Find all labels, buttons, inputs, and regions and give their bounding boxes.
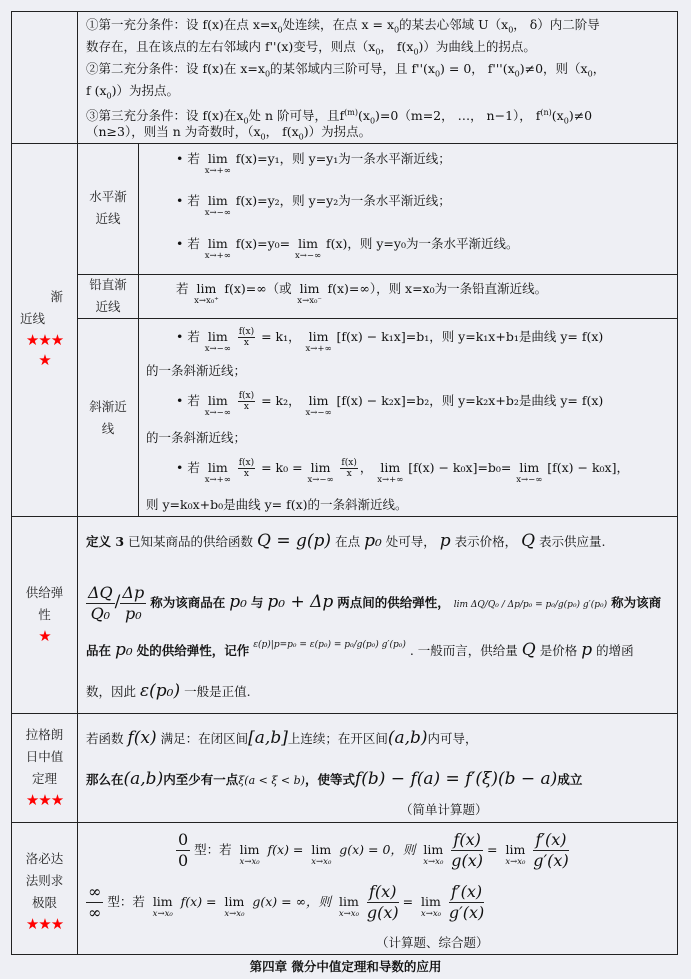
oblique-asymptote-item-2-tail: 的一条斜渐近线； [146, 430, 247, 445]
supply-definition-line4: 数，因此 ε(p₀) 一般是正值. [86, 681, 251, 701]
oblique-asymptote-label: 斜渐近 线 [89, 399, 127, 436]
oblique-asymptote-item-1: • 若 lim x→−∞ $\frac{f(x)}{x}$ = k₁， lim x→+∞ [f(x) − k₁x]=b₁，则 y=k₁x+b₁是曲线 y= f(x) [176, 327, 604, 354]
oblique-asymptote-item-2: • 若 lim x→−∞ $\frac{f(x)}{x}$ = k₂， lim x→−∞ [f(x) − k₂x]=b₂，则 y=k₂x+b₂是曲线 y= f(x) [176, 391, 604, 418]
horizontal-asymptote-item-1: • 若 lim x→+∞ f(x)=y₁，则 y=y₁为一条水平渐近线； [176, 151, 451, 176]
importance-stars: ★★★ [25, 331, 64, 349]
importance-stars: ★★★ [25, 915, 64, 933]
inflection-cond2-line2: f $(x_0)$）为拐点。 [86, 83, 180, 101]
table-left-border [11, 11, 12, 955]
row-divider-horizontal-vertical [77, 274, 678, 275]
horizontal-asymptote-item-2: • 若 lim x→−∞ f(x)=y₂，则 y=y₂为一条水平渐近线； [176, 193, 451, 218]
supply-definition-line3: 品在 p₀ 处的供给弹性，记作 $^{\varepsilon(p)|p=p_0 = \varepsilon(p_0) = p_0/g(p_0) g'(p_0)}$ . 一般而言，供给量 Q 是价格 p 的增函 [86, 640, 634, 660]
table-top-border [11, 11, 678, 12]
inflection-cond1-line2: 数存在，且在该点的左右邻域内 f''(x)变号，则点（$x_0$， $f(x_0)$）为曲线上的拐点。 [86, 39, 536, 57]
inflection-cond2-line1: ②第二充分条件：设 f(x)在 $x=x_0$的某邻域内三阶可导，且 $f''(x_0) = 0$， $f'''(x_0)\ne 0$，则（$x_0$， [86, 61, 606, 79]
lagrange-label: 拉格朗 日中值 定理 ★★★ [12, 724, 77, 810]
subcolumn-divider [138, 143, 139, 517]
asymptote-label-a: 渐 [50, 289, 63, 304]
horizontal-asymptote-label: 水平渐 近线 [89, 189, 127, 226]
lhopital-label: 洛必达 法则求 极限 ★★★ [12, 848, 77, 934]
oblique-asymptote-item-3-tail: 则 y=k₀x+b₀是曲线 y= f(x)的一条斜渐近线。 [146, 497, 408, 512]
importance-stars: ★★★ [25, 791, 64, 809]
row-divider-3 [11, 713, 678, 714]
lhopital-case-zero-over-zero: $\frac{0}{0}$ 型：若 lim x→x₀ f(x) = lim x→x₀ g(x) = 0，则 lim x→x₀ $\frac{f(x)}{g(x)} = \lim$ x→x₀ $\frac{f'(x)}{g'(x)}$ [178, 830, 569, 870]
vertical-asymptote-text: 若 lim x→x₀⁺ f(x)=∞（或 lim x→x₀⁻ f(x)=∞），则 x=x₀为一条铅直渐近线。 [176, 281, 548, 306]
supply-elasticity-label: 供给弹 性 ★ [12, 582, 77, 646]
supply-definition-line1: 定义 3 已知某商品的供给函数 Q = g(p) 在点 p₀ 处可导， p 表示价格， Q 表示供应量. [86, 531, 606, 551]
table-bottom-border [11, 954, 678, 955]
importance-stars-extra: ★ [38, 351, 51, 369]
lagrange-note: （简单计算题） [400, 802, 488, 817]
lhopital-note: （计算题、综合题） [376, 935, 489, 950]
table-right-border [677, 11, 678, 955]
asymptote-label-b: 近线 [20, 311, 46, 326]
importance-stars: ★ [38, 627, 51, 645]
asymptote-label [12, 286, 77, 370]
oblique-asymptote-item-3: • 若 lim x→+∞ $\frac{f(x)}{x}$ = k₀ = lim x→−∞ $\frac{f(x)}{x}$ ， lim x→+∞ [f(x) − k₀x]=b₀= lim x→−∞ [f(x) − k₀x]， [176, 458, 629, 485]
supply-definition-line2: $\frac{\Delta Q}{\text{Q₀}}/$ $\frac{\Delta p}{\text{p₀}}$ 称为该商品在 p₀ 与 p₀ + Δp 两点间的供给弹性， lim ΔQ/Q₀ / Δp/p₀ = p₀/g(p₀) g′(p₀) 称为该商 [88, 583, 662, 623]
inflection-cond3-line2: （n≥3），则当 n 为奇数时，（$x_0$， $f(x_0)$）为拐点。 [86, 124, 372, 142]
row-divider-vertical-oblique [77, 318, 678, 319]
lhopital-case-inf-over-inf: $\frac{\infty}{\infty}$ 型：若 lim x→x₀ f(x) = lim x→x₀ g(x) = ∞，则 lim x→x₀ $\frac{f(x)}{g(x)} = \lim$ x→x₀ $\frac{f'(x)}{g'(x)}$ [88, 882, 485, 922]
inflection-cond1-line1: ①第一充分条件：设 f(x)在点 $x=x_0$处连续，在点 $x = x_0$的某去心邻域 $U(x_0$， δ）内二阶导 [86, 17, 600, 35]
inflection-cond3-line1: ③第三充分条件：设 f(x)在$x_0$处 n 阶可导，且$f^{(m)}(x_0)=0(m=2$， …， n−1）， $f^{(n)}(x_0)\ne 0$ [86, 108, 593, 126]
horizontal-asymptote-item-3: • 若 lim x→+∞ f(x)=y₀= lim x→−∞ f(x)，则 y=y₀为一条水平渐近线。 [176, 236, 519, 261]
lagrange-line1: 若函数 f(x) 满足：在闭区间[a,b]上连续；在开区间(a,b)内可导， [86, 728, 478, 748]
vertical-asymptote-label: 铅直渐 近线 [89, 277, 127, 314]
lagrange-line2: 那么在(a,b)内至少有一点ξ(a < ξ < b)，使等式f(b) − f(a) = f′(ξ)(b − a)成立 [86, 769, 583, 789]
column-divider [77, 11, 78, 955]
oblique-asymptote-item-1-tail: 的一条斜渐近线； [146, 363, 247, 378]
chapter-title: 第四章 微分中值定理和导数的应用 [249, 959, 442, 974]
row-divider-2 [11, 516, 678, 517]
row-divider-4 [11, 822, 678, 823]
